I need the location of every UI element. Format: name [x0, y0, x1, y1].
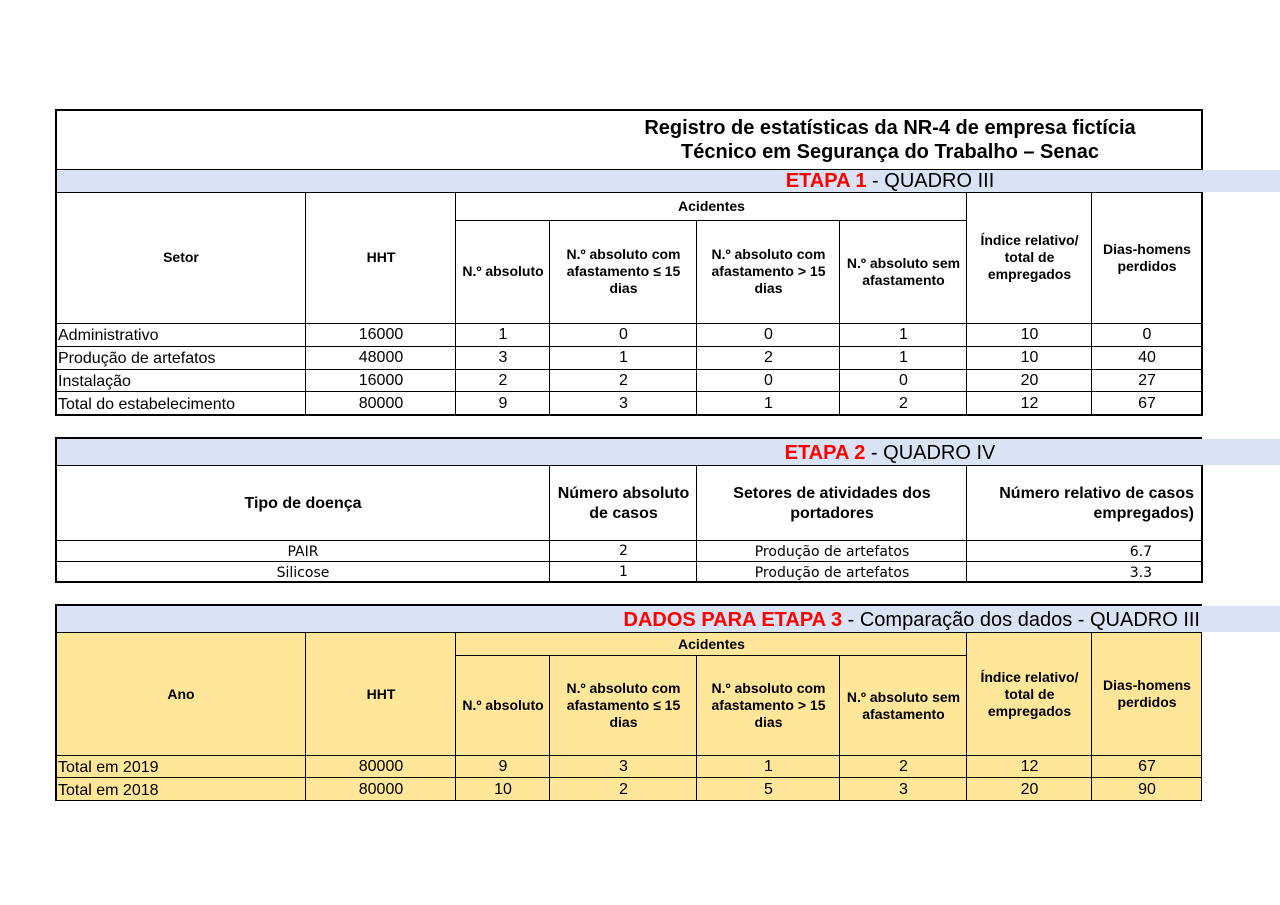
cell-setor: Total do estabelecimento [58, 395, 235, 413]
col-header-abs-le15: N.º absoluto com afastamento ≤ 15 dias [566, 246, 681, 296]
grid-line [55, 437, 57, 583]
cell-sem: 2 [899, 394, 908, 412]
cell-dias: 27 [1138, 371, 1156, 389]
grid-line [56, 800, 1202, 801]
cell-hht: 80000 [358, 757, 404, 775]
grid-line [456, 220, 967, 221]
grid-line [1091, 632, 1092, 801]
cell-relativo: 3.3 [1129, 564, 1152, 581]
grid-line [549, 465, 550, 582]
etapa1-heading [560, 170, 1220, 192]
grid-line [56, 192, 1202, 193]
col-header-indice: Índice relativo/ total de empregados [980, 668, 1079, 719]
cell-sem: 2 [899, 757, 908, 775]
grid-line [1201, 192, 1203, 416]
cell-hht: 16000 [358, 325, 404, 343]
col-header-abs-sem: N.º absoluto sem afastamento [846, 688, 961, 722]
col-header-abs: N.º absoluto [462, 697, 544, 713]
cell-dias: 90 [1138, 780, 1156, 798]
cell-tipo: PAIR [287, 543, 319, 560]
cell-le15: 0 [619, 325, 628, 343]
grid-line [305, 632, 306, 801]
col-header-hht: HHT [366, 249, 396, 265]
cell-setor: Administrativo [58, 326, 159, 344]
cell-setor: Produção de artefatos [754, 564, 910, 581]
grid-line [839, 220, 840, 415]
cell-gt15: 0 [764, 371, 773, 389]
cell-dias: 67 [1138, 757, 1156, 775]
grid-line [456, 655, 967, 656]
grid-line [56, 391, 1202, 392]
cell-sem: 1 [899, 325, 908, 343]
cell-ano: Total em 2018 [58, 781, 159, 799]
grid-line [56, 540, 1202, 541]
cell-dias: 67 [1138, 394, 1156, 412]
col-header-abs-gt15: N.º absoluto com afastamento > 15 dias [711, 680, 826, 730]
grid-line [56, 561, 1202, 562]
cell-abs: 9 [498, 394, 508, 412]
cell-gt15: 2 [764, 348, 773, 366]
grid-line [1201, 109, 1203, 170]
col-header-abs: N.º absoluto [462, 263, 544, 279]
col-header-dias: Dias-homens perdidos [1103, 677, 1191, 710]
etapa3-heading-rest: - Comparação dos dados - QUADRO III [842, 608, 1200, 631]
cell-le15: 3 [619, 757, 628, 775]
grid-line [56, 369, 1202, 370]
grid-line [455, 632, 456, 801]
grid-line [696, 465, 697, 582]
cell-le15: 2 [619, 371, 628, 389]
cell-le15: 1 [619, 348, 628, 366]
etapa1-heading-red: ETAPA 1 [785, 169, 867, 192]
etapa2-heading-red: ETAPA 2 [784, 441, 866, 464]
grid-line [1201, 465, 1203, 583]
etapa2-heading-rest: - QUADRO IV [865, 441, 996, 464]
report-title-line1: Registro de estatísticas da NR-4 de empresa fictícia [644, 116, 1136, 139]
grid-line [56, 755, 1202, 756]
grid-line [305, 192, 306, 415]
cell-setor: Instalação [58, 372, 131, 390]
col-header-abs-le15: N.º absoluto com afastamento ≤ 15 dias [566, 680, 681, 730]
grid-line [55, 414, 1202, 416]
cell-sem: 0 [899, 371, 908, 389]
grid-line [56, 346, 1202, 347]
cell-hht: 80000 [358, 394, 404, 412]
cell-gt15: 5 [764, 780, 773, 798]
cell-gt15: 0 [764, 325, 773, 343]
col-header-abs-sem: N.º absoluto sem afastamento [846, 254, 961, 288]
col-header-numero: Número absoluto de casos [557, 484, 690, 522]
cell-tipo: Silicose [276, 564, 330, 581]
cell-gt15: 1 [764, 757, 773, 775]
cell-setor: Produção de artefatos [754, 543, 910, 560]
col-header-acidentes: Acidentes [678, 636, 745, 652]
grid-line [839, 655, 840, 801]
grid-line [55, 437, 1202, 439]
cell-numero: 1 [619, 563, 628, 580]
col-header-setor: Setor [163, 249, 199, 265]
grid-line [55, 109, 57, 416]
col-header-hht: HHT [366, 685, 396, 702]
etapa1-heading-rest: - QUADRO III [866, 169, 995, 192]
grid-line [549, 220, 550, 415]
cell-le15: 2 [619, 780, 628, 798]
grid-line [1091, 192, 1092, 415]
cell-indice: 10 [1020, 325, 1039, 343]
cell-indice: 10 [1020, 348, 1039, 366]
etapa3-heading-red: DADOS PARA ETAPA 3 [623, 608, 843, 631]
grid-line [55, 604, 1202, 606]
cell-abs: 3 [498, 348, 508, 366]
col-header-ano: Ano [167, 685, 195, 702]
cell-hht: 16000 [358, 371, 404, 389]
grid-line [455, 192, 456, 415]
grid-line [966, 632, 967, 801]
grid-line [549, 655, 550, 801]
cell-abs: 2 [498, 371, 508, 389]
cell-dias: 40 [1138, 348, 1156, 366]
grid-line [55, 604, 57, 801]
grid-line [966, 192, 967, 415]
grid-line [56, 777, 1202, 778]
cell-indice: 20 [1020, 371, 1039, 389]
grid-line [56, 632, 1202, 633]
cell-indice: 20 [1020, 780, 1039, 798]
col-header-abs-gt15: N.º absoluto com afastamento > 15 dias [711, 246, 826, 296]
cell-le15: 3 [619, 394, 628, 412]
etapa2-heading [560, 440, 1220, 466]
grid-line [56, 323, 1202, 324]
cell-setor: Produção de artefatos [58, 349, 216, 367]
grid-line [55, 109, 1202, 111]
grid-line [55, 581, 1202, 583]
cell-gt15: 1 [764, 394, 773, 412]
grid-line [1201, 632, 1202, 801]
grid-line [696, 655, 697, 801]
cell-abs: 1 [498, 325, 508, 343]
cell-hht: 80000 [358, 780, 404, 798]
col-header-relativo: Número relativo de casos empregados) [999, 484, 1194, 522]
cell-indice: 12 [1020, 757, 1039, 775]
cell-hht: 48000 [358, 348, 404, 366]
grid-line [696, 220, 697, 415]
report-title-line2: Técnico em Segurança do Trabalho – Senac [681, 140, 1099, 163]
col-header-tipo: Tipo de doença [244, 494, 362, 512]
grid-line [966, 465, 967, 582]
cell-abs: 10 [494, 780, 512, 798]
col-header-acidentes: Acidentes [678, 197, 745, 214]
col-header-indice: Índice relativo/ total de empregados [980, 232, 1079, 282]
etapa3-heading [560, 607, 1200, 633]
col-header-dias: Dias-homens perdidos [1103, 240, 1191, 274]
cell-indice: 12 [1020, 394, 1039, 412]
cell-sem: 3 [899, 780, 908, 798]
grid-line [56, 465, 1202, 466]
cell-abs: 9 [498, 757, 508, 775]
grid-line [56, 169, 1202, 170]
cell-relativo: 6.7 [1129, 543, 1152, 560]
cell-sem: 1 [899, 348, 908, 366]
cell-ano: Total em 2019 [58, 758, 159, 776]
cell-numero: 2 [619, 542, 628, 559]
col-header-setores: Setores de atividades dos portadores [733, 484, 931, 522]
cell-dias: 0 [1142, 325, 1152, 343]
